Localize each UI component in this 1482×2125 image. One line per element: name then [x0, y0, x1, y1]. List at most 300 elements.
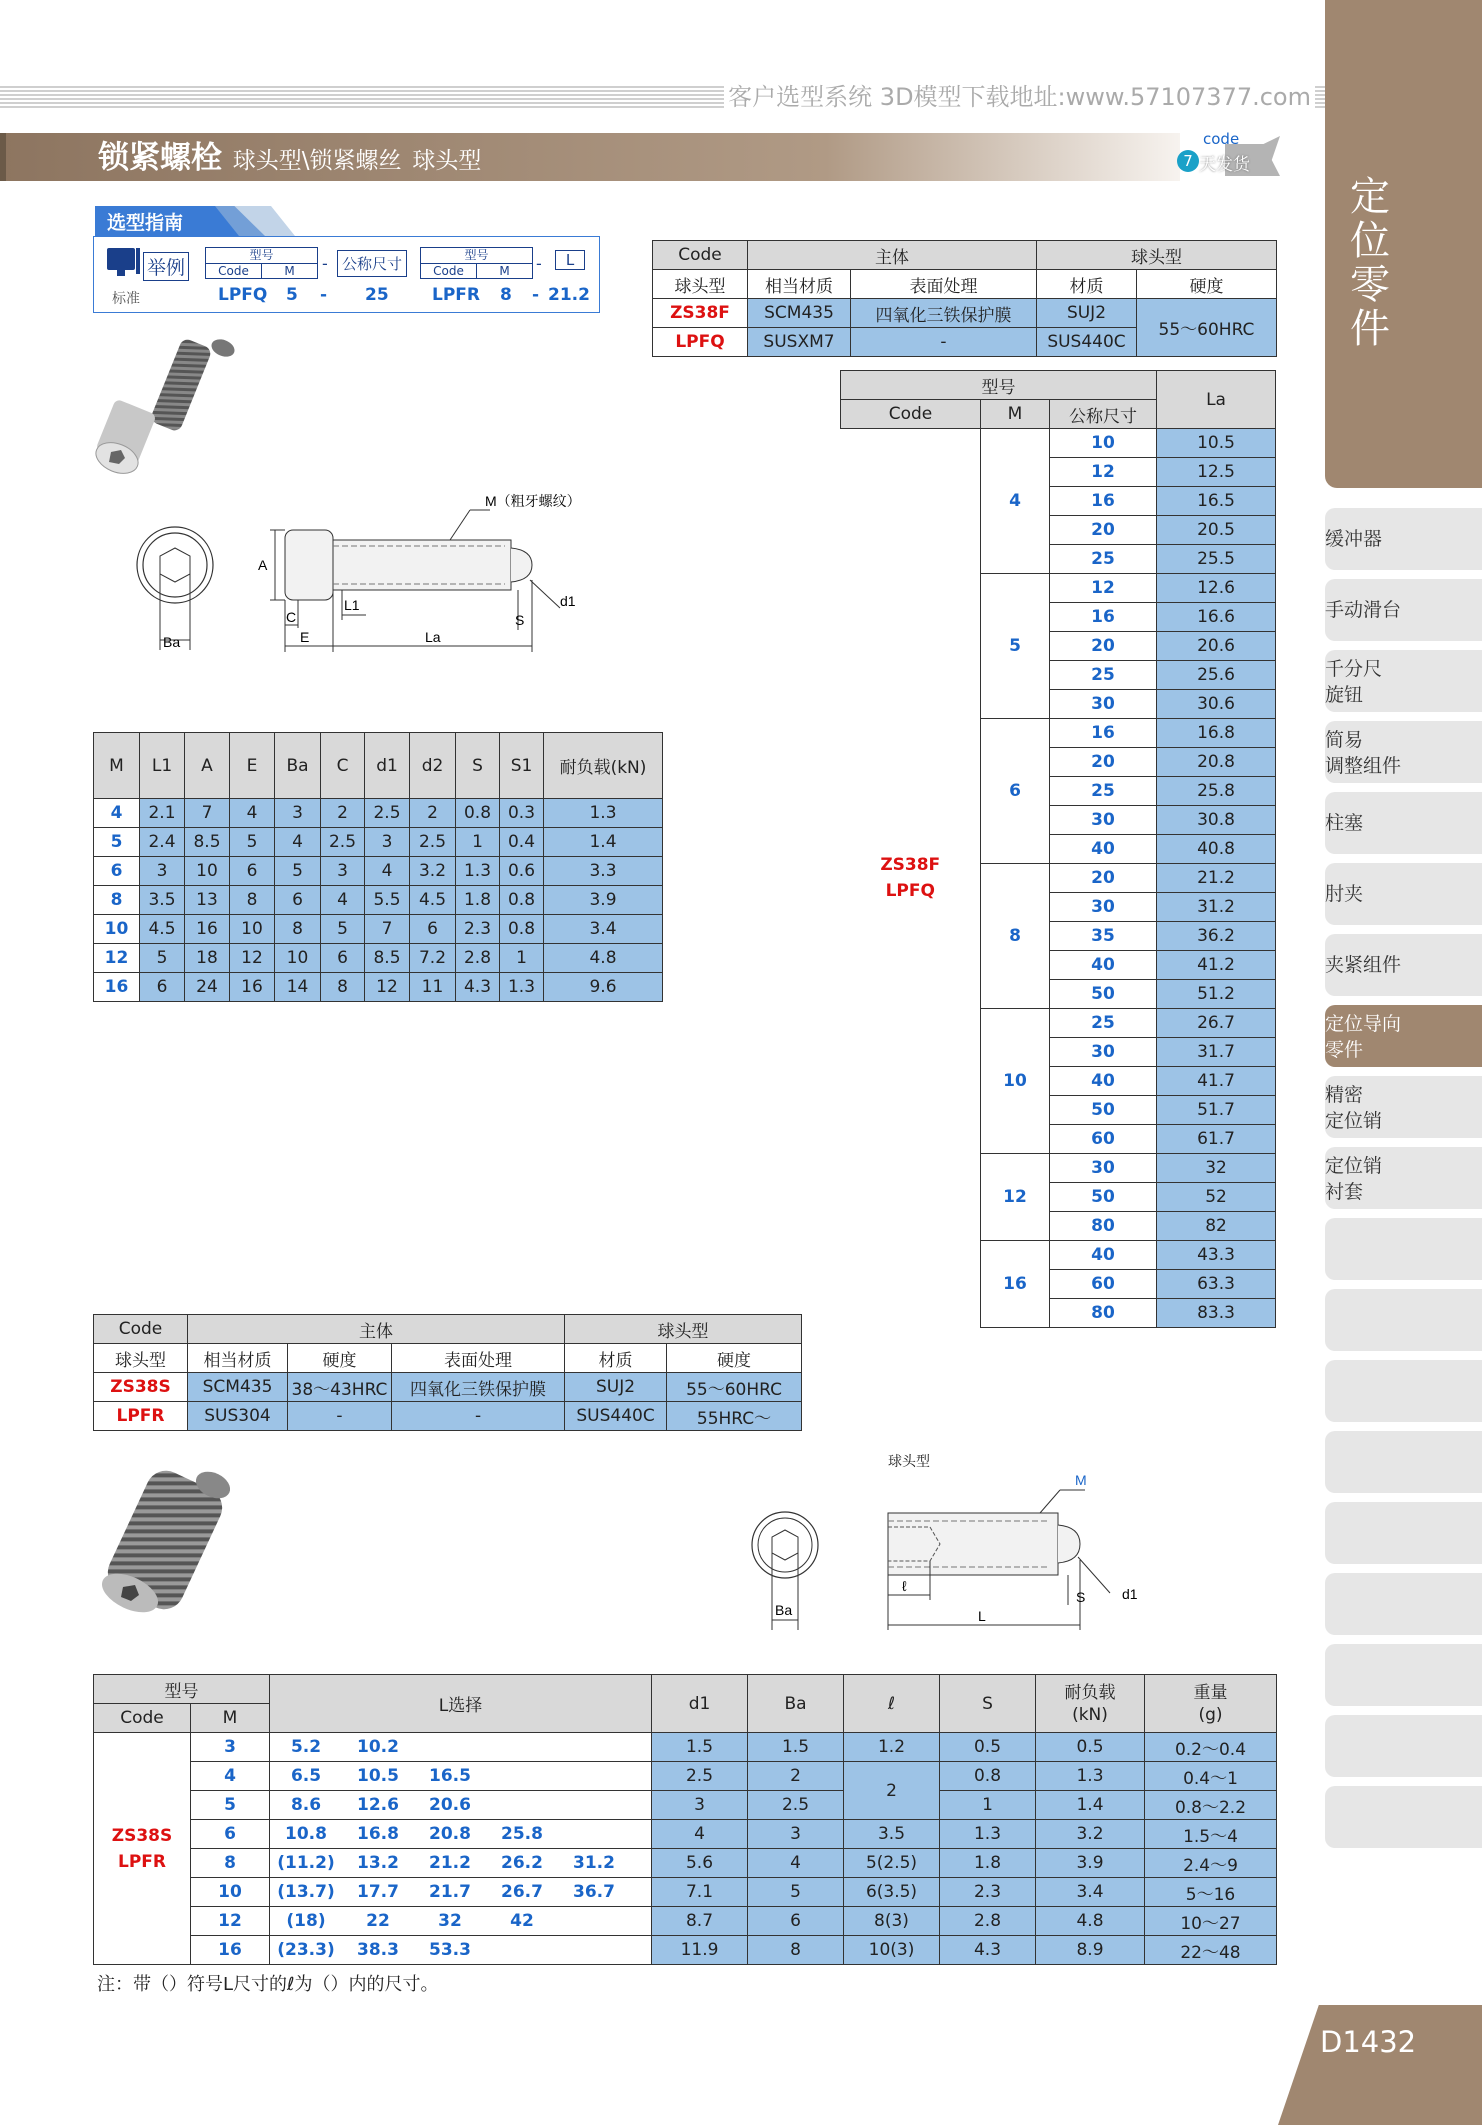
- spec-cell: 0.2～0.4: [1145, 1733, 1277, 1762]
- svg-text:L1: L1: [344, 597, 360, 613]
- nominal-cell: 50: [1050, 1183, 1157, 1212]
- la-cell: 21.2: [1157, 864, 1276, 893]
- dim-header: S: [456, 733, 500, 799]
- nominal-cell: 80: [1050, 1212, 1157, 1241]
- spec-cell: 1.5: [748, 1733, 844, 1762]
- nominal-cell: 60: [1050, 1125, 1157, 1154]
- dim-cell: 7: [365, 915, 410, 944]
- m-cell: 6: [981, 719, 1050, 864]
- dim-cell: 5: [140, 944, 185, 973]
- spec-cell: 2: [748, 1762, 844, 1791]
- dim-cell: 2.3: [456, 915, 500, 944]
- m-cell: 5: [981, 574, 1050, 719]
- dim-header: 耐负载(kN): [544, 733, 663, 799]
- section-title: 定位零件: [1350, 174, 1390, 352]
- svg-text:d1: d1: [1122, 1586, 1138, 1602]
- la-cell: 20.8: [1157, 748, 1276, 777]
- dim-cell: 2.5: [321, 828, 365, 857]
- diagram-bolt-1: [120, 480, 620, 660]
- dim-cell: 4: [365, 857, 410, 886]
- sidebar-tab[interactable]: 手动滑台: [1325, 579, 1482, 641]
- sidebar-tab[interactable]: [1325, 1431, 1482, 1493]
- dim-cell: 1: [456, 828, 500, 857]
- svg-text:d1: d1: [560, 593, 576, 609]
- la-cell: 36.2: [1157, 922, 1276, 951]
- sidebar-tab[interactable]: [1325, 1644, 1482, 1706]
- l-option: 25.8: [501, 1824, 543, 1844]
- dim-cell: 16: [94, 973, 140, 1002]
- dim-cell: 8: [275, 915, 321, 944]
- delivery-badge: code 7 天发货: [1175, 130, 1280, 180]
- nominal-cell: 16: [1050, 719, 1157, 748]
- page-number-bar: [1278, 2005, 1482, 2125]
- l-option: 32: [438, 1911, 462, 1931]
- la-cell: 12.6: [1157, 574, 1276, 603]
- m-cell: 6: [191, 1820, 270, 1849]
- dim-cell: 0.6: [500, 857, 544, 886]
- l-option: 16.8: [357, 1824, 399, 1844]
- dim-cell: 9.6: [544, 973, 663, 1002]
- guide-nominal: 公称尺寸: [337, 250, 407, 277]
- diagram-set-screw: [740, 1465, 1160, 1635]
- svg-text:Ba: Ba: [775, 1602, 793, 1618]
- svg-text:Ba: Ba: [163, 634, 181, 650]
- table-row: [94, 1849, 1277, 1878]
- dim-cell: 16: [185, 915, 230, 944]
- spec-cell: 8(3): [844, 1907, 940, 1936]
- dim-cell: 8: [321, 973, 365, 1002]
- la-cell: 10.5: [1157, 429, 1276, 458]
- dim-cell: 4: [230, 799, 275, 828]
- sidebar-tab[interactable]: 简易 调整组件: [1325, 721, 1482, 783]
- dim-cell: 10: [94, 915, 140, 944]
- table-row: [94, 1791, 1277, 1820]
- la-cell: 43.3: [1157, 1241, 1276, 1270]
- la-cell: 20.5: [1157, 516, 1276, 545]
- l-select-cell: [270, 1791, 652, 1820]
- dim-cell: 3: [275, 799, 321, 828]
- la-cell: 26.7: [1157, 1009, 1276, 1038]
- nominal-cell: 40: [1050, 951, 1157, 980]
- dim-cell: 2: [410, 799, 456, 828]
- dim-cell: 6: [321, 944, 365, 973]
- nominal-cell: 20: [1050, 748, 1157, 777]
- table-row: [94, 828, 663, 857]
- m-cell: 10: [981, 1009, 1050, 1154]
- spec-cell: 2: [844, 1762, 940, 1820]
- l-option: 38.3: [357, 1940, 399, 1960]
- dim-cell: 5: [94, 828, 140, 857]
- dim-cell: 18: [185, 944, 230, 973]
- m-cell: 8: [981, 864, 1050, 1009]
- footnote: 注：带（）符号L尺寸的ℓ为（）内的尺寸。: [97, 1974, 439, 1995]
- sidebar-tab[interactable]: [1325, 1786, 1482, 1848]
- m-cell: 12: [191, 1907, 270, 1936]
- spec-cell: 11.9: [652, 1936, 748, 1965]
- dim-cell: 3.5: [140, 886, 185, 915]
- dim-cell: 13: [185, 886, 230, 915]
- dim-cell: 8.5: [185, 828, 230, 857]
- dim-cell: 4: [94, 799, 140, 828]
- dim-header: A: [185, 733, 230, 799]
- la-cell: 61.7: [1157, 1125, 1276, 1154]
- dim-cell: 1.3: [500, 973, 544, 1002]
- dim-cell: 1.4: [544, 828, 663, 857]
- svg-text:L: L: [978, 1608, 986, 1624]
- la-cell: 63.3: [1157, 1270, 1276, 1299]
- l-option: 13.2: [357, 1853, 399, 1873]
- sidebar-tab[interactable]: [1325, 1715, 1482, 1777]
- sidebar-tab[interactable]: [1325, 1289, 1482, 1351]
- dim-cell: 6: [140, 973, 185, 1002]
- svg-text:M: M: [1075, 1472, 1087, 1488]
- l-select-cell: [270, 1733, 652, 1762]
- sidebar-tab[interactable]: 夹紧组件: [1325, 934, 1482, 996]
- dim-cell: 3.3: [544, 857, 663, 886]
- la-cell: 12.5: [1157, 458, 1276, 487]
- dim-cell: 4.5: [410, 886, 456, 915]
- nominal-cell: 25: [1050, 777, 1157, 806]
- la-cell: 30.6: [1157, 690, 1276, 719]
- sidebar-tab[interactable]: 肘夹: [1325, 863, 1482, 925]
- dim-cell: 1.8: [456, 886, 500, 915]
- dim-header: S1: [500, 733, 544, 799]
- dim-cell: 16: [230, 973, 275, 1002]
- m-cell: 16: [981, 1241, 1050, 1328]
- sidebar-tab[interactable]: [1325, 1502, 1482, 1564]
- dim-header: C: [321, 733, 365, 799]
- spec-table-1: Code 主体 球头型 球头型 相当材质 表面处理 材质 硬度 ZS38F SCM435 四氧化三铁保护膜 SUJ2 55～60HRC LPFQ SUSXM7 - SUS440C: [652, 240, 1277, 357]
- la-cell: 32: [1157, 1154, 1276, 1183]
- spec-cell: 7.1: [652, 1878, 748, 1907]
- l-option: 6.5: [290, 1766, 322, 1786]
- table-row: [94, 1762, 1277, 1791]
- nominal-cell: 40: [1050, 1067, 1157, 1096]
- guide-l: L: [555, 250, 585, 270]
- nominal-cell: 30: [1050, 893, 1157, 922]
- nominal-cell: 40: [1050, 1241, 1157, 1270]
- dim-cell: 2.8: [456, 944, 500, 973]
- guide-tab: 选型指南: [95, 206, 295, 236]
- code-cell: ZS38F LPFQ: [841, 429, 981, 1328]
- la-cell: 31.2: [1157, 893, 1276, 922]
- nominal-cell: 25: [1050, 545, 1157, 574]
- nominal-cell: 30: [1050, 690, 1157, 719]
- spec-cell: 0.5: [940, 1733, 1036, 1762]
- dimension-table: [93, 732, 663, 1002]
- la-cell: 40.8: [1157, 835, 1276, 864]
- l-option: (13.7): [277, 1882, 335, 1902]
- nominal-cell: 20: [1050, 632, 1157, 661]
- dim-cell: 24: [185, 973, 230, 1002]
- dim-cell: 6: [410, 915, 456, 944]
- table-row: [94, 1878, 1277, 1907]
- l-option: 20.8: [429, 1824, 471, 1844]
- l-option: 42: [510, 1911, 534, 1931]
- l-option: 53.3: [429, 1940, 471, 1960]
- la-cell: 16.5: [1157, 487, 1276, 516]
- la-cell: 25.5: [1157, 545, 1276, 574]
- nominal-cell: 35: [1050, 922, 1157, 951]
- sidebar-tab[interactable]: [1325, 1573, 1482, 1635]
- badge-circle: 7: [1177, 150, 1199, 172]
- dim-cell: 2.1: [140, 799, 185, 828]
- m-cell: 12: [981, 1154, 1050, 1241]
- spec-cell: 1.5～4: [1145, 1820, 1277, 1849]
- dim-header: d1: [365, 733, 410, 799]
- dim-cell: 10: [185, 857, 230, 886]
- svg-text:E: E: [300, 629, 310, 645]
- dim-cell: 10: [230, 915, 275, 944]
- sidebar-tab[interactable]: 定位销 衬套: [1325, 1147, 1482, 1209]
- table-row: [94, 886, 663, 915]
- l-option: 12.6: [357, 1795, 399, 1815]
- sidebar-tab[interactable]: 千分尺 旋钮: [1325, 650, 1482, 712]
- spec-cell: 8.7: [652, 1907, 748, 1936]
- sidebar-tab[interactable]: [1325, 1218, 1482, 1280]
- spec-cell: 1.5: [652, 1733, 748, 1762]
- dim-cell: 3.4: [544, 915, 663, 944]
- m-cell: 8: [191, 1849, 270, 1878]
- dim-cell: 8: [230, 886, 275, 915]
- dim-cell: 4.5: [140, 915, 185, 944]
- spec-cell: 5(2.5): [844, 1849, 940, 1878]
- sidebar-tab[interactable]: 定位导向 零件: [1325, 1005, 1482, 1067]
- la-cell: 31.7: [1157, 1038, 1276, 1067]
- spec-table-2: Code 主体 球头型 球头型 相当材质 硬度 表面处理 材质 硬度 ZS38S SCM435 38～43HRC 四氧化三铁保护膜 SUJ2 55～60HRC LPFR SUS304 - - SUS440C 55HRC～: [93, 1314, 802, 1431]
- dim-cell: 8: [94, 886, 140, 915]
- sidebar-tab[interactable]: 缓冲器: [1325, 508, 1482, 570]
- dim-cell: 2: [321, 799, 365, 828]
- la-cell: 25.8: [1157, 777, 1276, 806]
- m-cell: 3: [191, 1733, 270, 1762]
- dim-cell: 12: [230, 944, 275, 973]
- spec-cell: 2.4～9: [1145, 1849, 1277, 1878]
- dim-cell: 1.3: [544, 799, 663, 828]
- spec-cell: 1.8: [940, 1849, 1036, 1878]
- dim-cell: 11: [410, 973, 456, 1002]
- nominal-cell: 30: [1050, 1154, 1157, 1183]
- bottom-table: 型号 L选择 d1 Ba ℓ S 耐负载 (kN) 重量 (g) Code M ZS38S LPFR 3 5.2 10.2 1.5 1.5 1.2 0.5 0.5 0.2～0.4 4 6.5 10.5 16.5 2.5 2 2 0.8 1.3 0.4～1 5 8.6 12.6 20.6 3 2.5 1 1.4 0.8～2.2 6 10.8 16.8 20.8 25.8 4 3 3.5 1.3 3.2 1.5～4 8 (11.2) 13.2 21.2 26.2 31.2 5.6 4 5(2.5) 1.8 3.9 2.4～9 10 (13.7) 17.7 21.7 26.7 36.7 7.1 5 6(3.5) 2.3 3.4 5～16 12 (18) 22 32 42 8.7 6 8(3) 2.8 4.8 10～27 16 (23.3) 38.3 53.3 11.9 8 10(3) 4.3 8.9 22～48: [93, 1674, 1277, 1965]
- m-cell: 4: [191, 1762, 270, 1791]
- la-cell: 25.6: [1157, 661, 1276, 690]
- la-cell: 20.6: [1157, 632, 1276, 661]
- dim-cell: 4: [321, 886, 365, 915]
- dim-cell: 0.8: [456, 799, 500, 828]
- l-option: 20.6: [429, 1795, 471, 1815]
- svg-text:ℓ: ℓ: [902, 1578, 907, 1594]
- spec-cell: 0.8: [940, 1762, 1036, 1791]
- nominal-cell: 12: [1050, 574, 1157, 603]
- la-cell: 52: [1157, 1183, 1276, 1212]
- l-option: 26.2: [501, 1853, 543, 1873]
- table-row: [94, 944, 663, 973]
- standard-label: 标准: [112, 291, 140, 307]
- dim-header: Ba: [275, 733, 321, 799]
- la-cell: 16.6: [1157, 603, 1276, 632]
- l-select-cell: [270, 1878, 652, 1907]
- dim-cell: 12: [94, 944, 140, 973]
- nominal-cell: 16: [1050, 603, 1157, 632]
- spec-cell: 3.5: [844, 1820, 940, 1849]
- l-option: 21.7: [429, 1882, 471, 1902]
- nominal-cell: 16: [1050, 487, 1157, 516]
- sidebar-tab[interactable]: 精密 定位销: [1325, 1076, 1482, 1138]
- spec-cell: 2.8: [940, 1907, 1036, 1936]
- l-select-cell: [270, 1936, 652, 1965]
- dim-cell: 3.2: [410, 857, 456, 886]
- spec-cell: 4: [652, 1820, 748, 1849]
- dim-header: L1: [140, 733, 185, 799]
- spec-cell: 0.4～1: [1145, 1762, 1277, 1791]
- nominal-cell: 80: [1050, 1299, 1157, 1328]
- spec-cell: 3.2: [1036, 1820, 1145, 1849]
- dim-cell: 7: [185, 799, 230, 828]
- nominal-cell: 30: [1050, 1038, 1157, 1067]
- la-cell: 51.7: [1157, 1096, 1276, 1125]
- spec-cell: 22～48: [1145, 1936, 1277, 1965]
- svg-text:S: S: [1076, 1589, 1086, 1605]
- spec-cell: 3: [748, 1820, 844, 1849]
- spec-cell: 6(3.5): [844, 1878, 940, 1907]
- spec-cell: 1: [940, 1791, 1036, 1820]
- table-row: [94, 1936, 1277, 1965]
- sidebar-section: [1325, 0, 1482, 488]
- table-row: [94, 1907, 1277, 1936]
- nominal-cell: 40: [1050, 835, 1157, 864]
- m-cell: 4: [981, 429, 1050, 574]
- dim-cell: 0.4: [500, 828, 544, 857]
- l-option: 31.2: [573, 1853, 615, 1873]
- spec-cell: 4.3: [940, 1936, 1036, 1965]
- l-option: 10.5: [357, 1766, 399, 1786]
- la-cell: 51.2: [1157, 980, 1276, 1009]
- l-option: (18): [286, 1911, 326, 1931]
- dim-cell: 2.5: [365, 799, 410, 828]
- l-option: (11.2): [277, 1853, 335, 1873]
- table-row: [94, 799, 663, 828]
- la-cell: 83.3: [1157, 1299, 1276, 1328]
- dim-cell: 3.9: [544, 886, 663, 915]
- la-cell: 82: [1157, 1212, 1276, 1241]
- l-select-cell: [270, 1907, 652, 1936]
- spec-cell: 1.4: [1036, 1791, 1145, 1820]
- spec-cell: 5.6: [652, 1849, 748, 1878]
- spec-cell: 2.3: [940, 1878, 1036, 1907]
- la-cell: 41.7: [1157, 1067, 1276, 1096]
- spec-cell: 2.5: [748, 1791, 844, 1820]
- dim-cell: 4.3: [456, 973, 500, 1002]
- table-row: [94, 1733, 1277, 1762]
- spec-cell: 0.8～2.2: [1145, 1791, 1277, 1820]
- sidebar-tab[interactable]: 柱塞: [1325, 792, 1482, 854]
- spec-cell: 6: [748, 1907, 844, 1936]
- l-option: 21.2: [429, 1853, 471, 1873]
- dim-cell: 5: [321, 915, 365, 944]
- code-cell: ZS38S LPFR: [94, 1733, 191, 1965]
- spec-cell: 4: [748, 1849, 844, 1878]
- sidebar-tab[interactable]: [1325, 1360, 1482, 1422]
- monitor-icon: [107, 248, 135, 270]
- nominal-cell: 25: [1050, 1009, 1157, 1038]
- svg-text:S: S: [515, 612, 525, 628]
- page-number: D1432: [1320, 2025, 1417, 2059]
- spec-cell: 10(3): [844, 1936, 940, 1965]
- l-option: 8.6: [290, 1795, 322, 1815]
- dim-cell: 6: [275, 886, 321, 915]
- l-option: 16.5: [429, 1766, 471, 1786]
- la-cell: 41.2: [1157, 951, 1276, 980]
- l-option: 5.2: [290, 1737, 322, 1757]
- example-label: 举例: [143, 252, 189, 281]
- svg-text:A: A: [258, 557, 268, 573]
- l-option: 26.7: [501, 1882, 543, 1902]
- table-row: [94, 857, 663, 886]
- nominal-cell: 12: [1050, 458, 1157, 487]
- dim-cell: 0.8: [500, 915, 544, 944]
- spec-cell: 3.9: [1036, 1849, 1145, 1878]
- la-cell: 30.8: [1157, 806, 1276, 835]
- nominal-cell: 50: [1050, 1096, 1157, 1125]
- svg-text:C: C: [286, 609, 297, 625]
- table-row: [94, 915, 663, 944]
- spec-cell: 5: [748, 1878, 844, 1907]
- dim-cell: 0.3: [500, 799, 544, 828]
- table-row: [94, 973, 663, 1002]
- spec-cell: 0.5: [1036, 1733, 1145, 1762]
- dim-header: d2: [410, 733, 456, 799]
- page-title: 锁紧螺栓 球头型\锁紧螺丝 球头型: [98, 140, 482, 176]
- l-option: 10.8: [285, 1824, 327, 1844]
- dim-cell: 6: [94, 857, 140, 886]
- l-option: 17.7: [357, 1882, 399, 1902]
- table-row: [841, 429, 1276, 458]
- dim-cell: 14: [275, 973, 321, 1002]
- l-option: (23.3): [277, 1940, 335, 1960]
- nominal-cell: 10: [1050, 429, 1157, 458]
- dim-cell: 6: [230, 857, 275, 886]
- dim-cell: 1.3: [456, 857, 500, 886]
- dim-header: E: [230, 733, 275, 799]
- spec-cell: 8: [748, 1936, 844, 1965]
- l-select-cell: [270, 1762, 652, 1791]
- m-cell: 5: [191, 1791, 270, 1820]
- spec-cell: 10～27: [1145, 1907, 1277, 1936]
- ball-type-label: 球头型: [888, 1454, 930, 1470]
- spec-cell: 8.9: [1036, 1936, 1145, 1965]
- m-cell: 16: [191, 1936, 270, 1965]
- dim-cell: 3: [140, 857, 185, 886]
- l-option: 10.2: [357, 1737, 399, 1757]
- svg-text:M（粗牙螺纹）: M（粗牙螺纹）: [485, 493, 581, 509]
- title-bar-end: [0, 133, 6, 181]
- dim-cell: 2.4: [140, 828, 185, 857]
- dim-cell: 2.5: [410, 828, 456, 857]
- dim-cell: 3: [321, 857, 365, 886]
- dim-cell: 5: [230, 828, 275, 857]
- spec-cell: 3.4: [1036, 1878, 1145, 1907]
- dim-cell: 4.8: [544, 944, 663, 973]
- nominal-cell: 25: [1050, 661, 1157, 690]
- dim-cell: 5.5: [365, 886, 410, 915]
- l-select-cell: [270, 1820, 652, 1849]
- table-row: [94, 1820, 1277, 1849]
- spec-cell: 1.2: [844, 1733, 940, 1762]
- nominal-cell: 20: [1050, 516, 1157, 545]
- site-banner: 客户选型系统 3D模型下载地址:www.57107377.com: [724, 81, 1315, 113]
- spec-cell: 1.3: [1036, 1762, 1145, 1791]
- la-cell: 16.8: [1157, 719, 1276, 748]
